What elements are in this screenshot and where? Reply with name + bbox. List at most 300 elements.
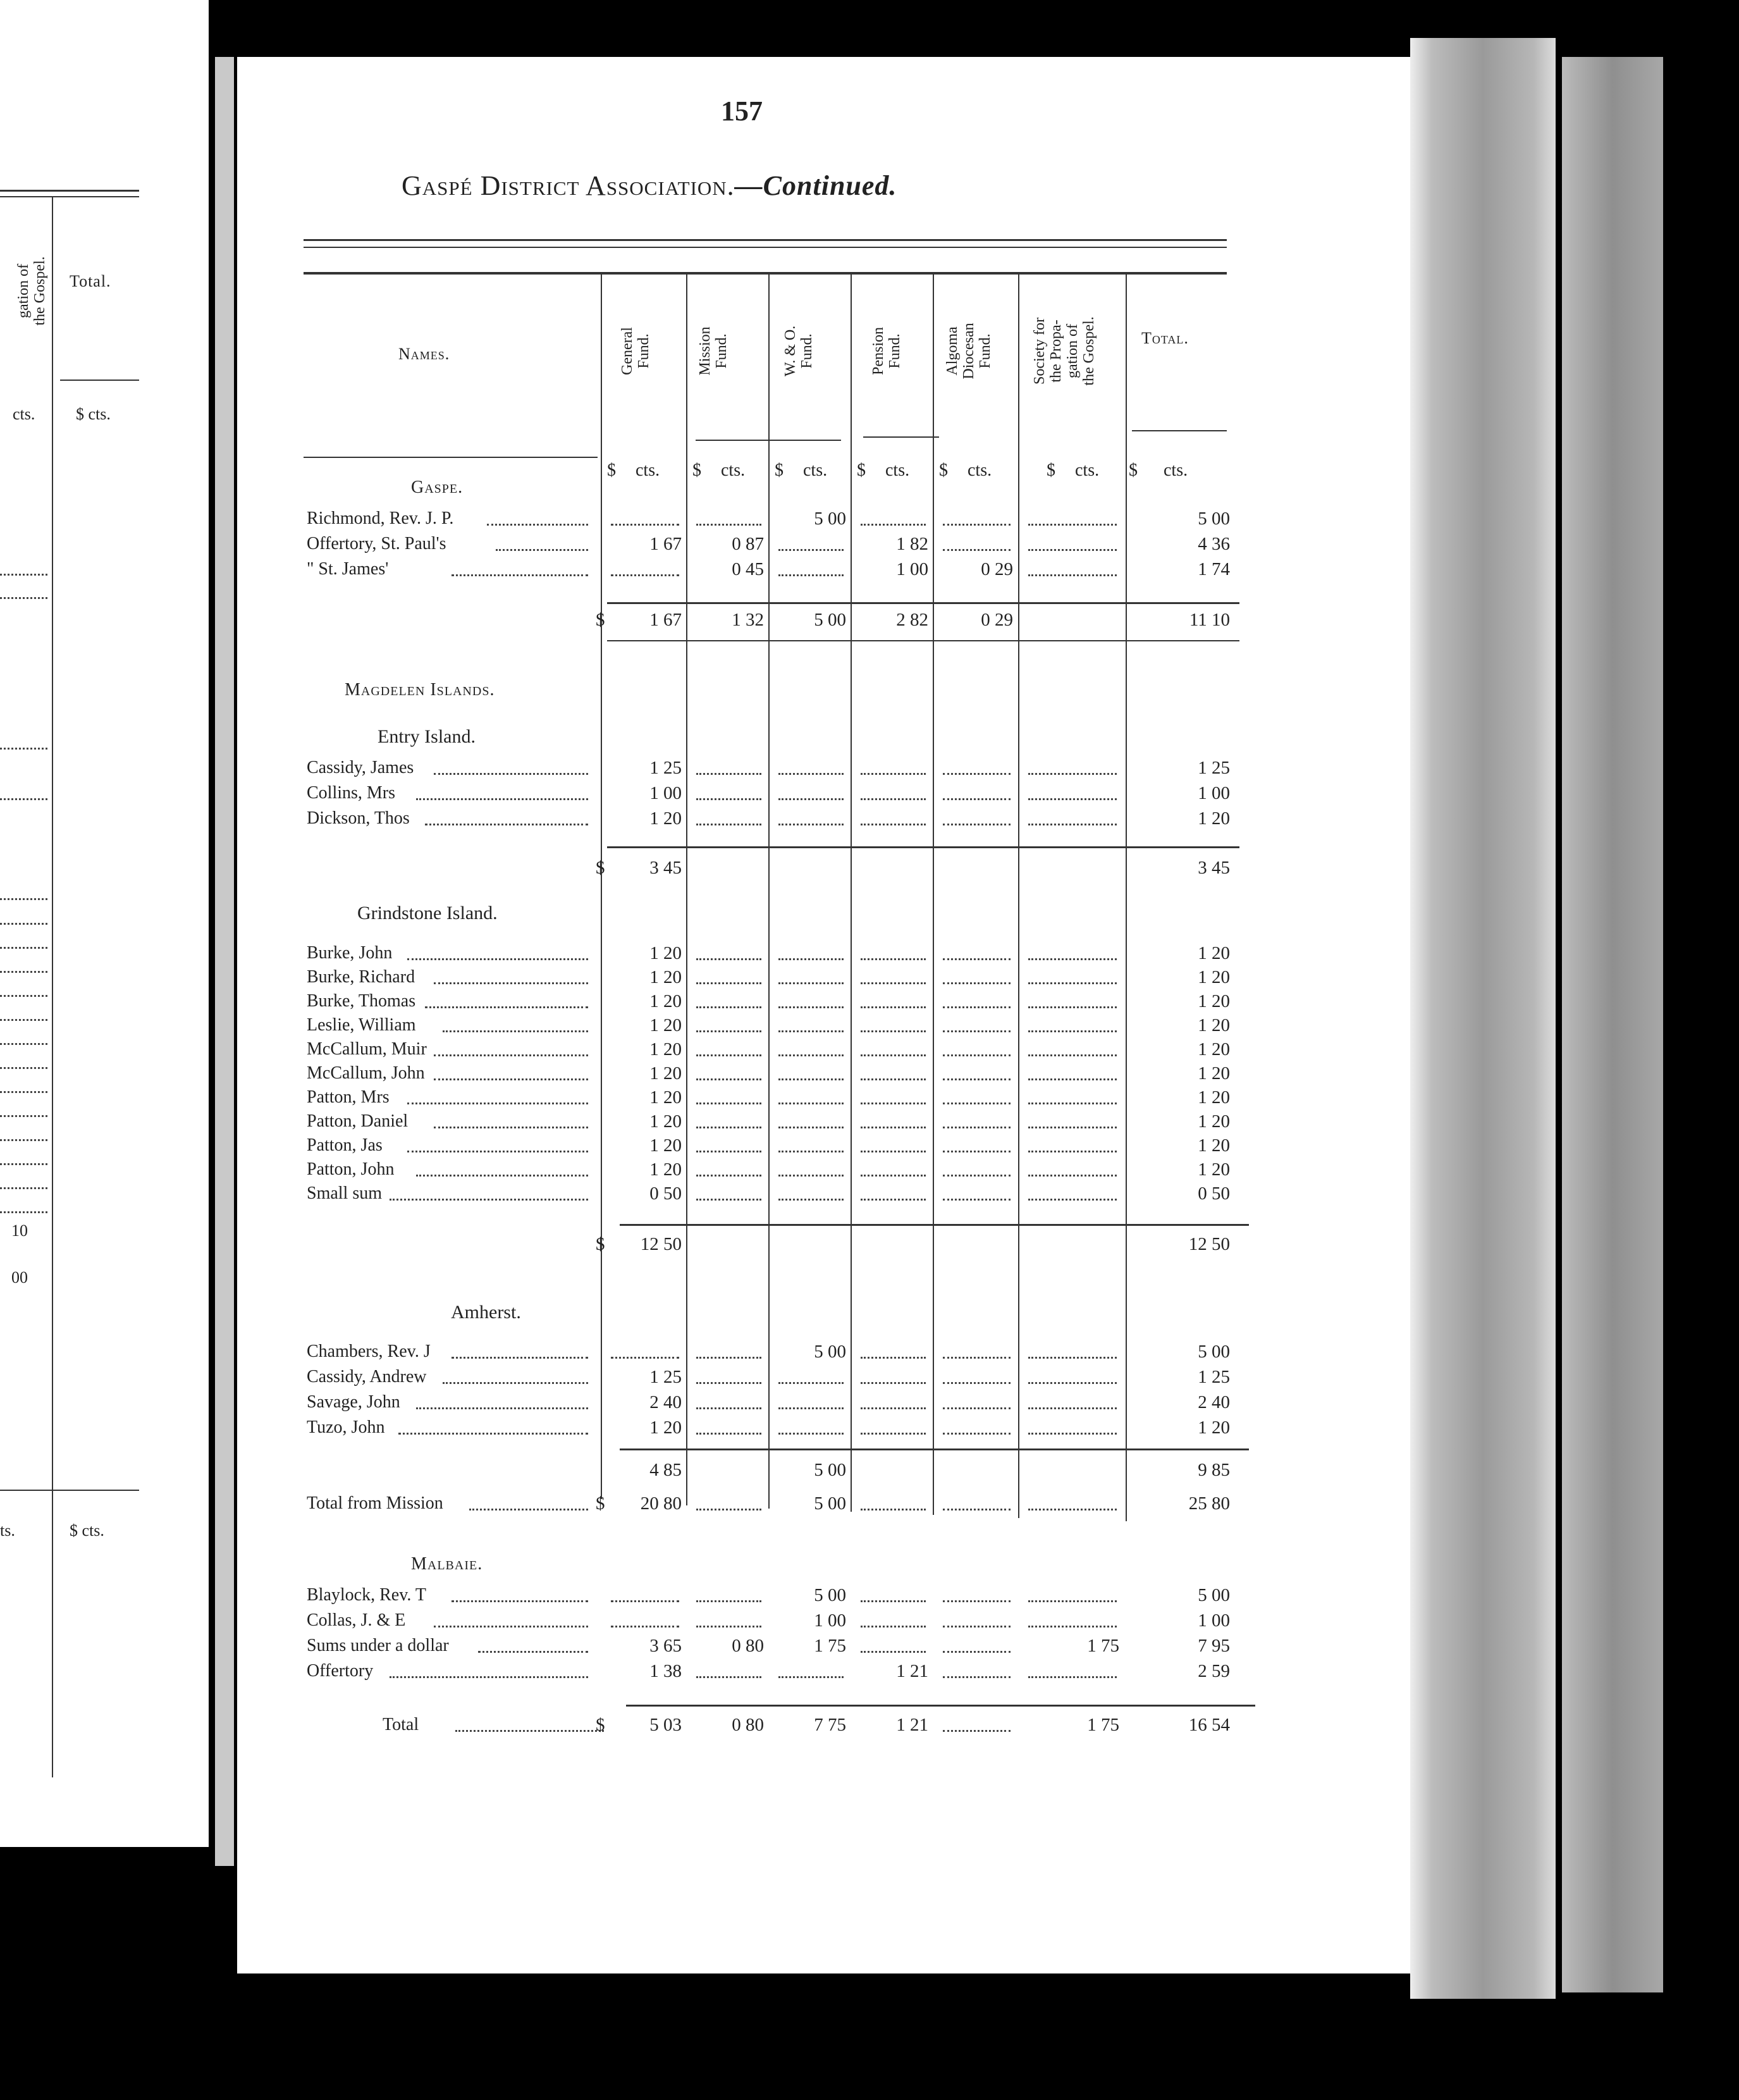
left-leader-dots: [0, 898, 47, 900]
empty-cell-dots: [1028, 1676, 1117, 1678]
row-name: Patton, Jas: [307, 1135, 383, 1155]
empty-cell-dots: [861, 1651, 926, 1653]
empty-cell-dots: [943, 1626, 1011, 1628]
empty-cell-dots: [696, 1676, 761, 1678]
cents-label: cts.: [1164, 460, 1188, 480]
empty-cell-dots: [1028, 1600, 1117, 1602]
dollar-sign: $: [596, 858, 605, 878]
empty-cell-dots: [1028, 524, 1117, 526]
amount-cell: 0 45: [732, 559, 764, 579]
dollar-sign: $: [596, 1234, 605, 1254]
empty-cell-dots: [696, 1030, 761, 1032]
column-rule: [601, 273, 602, 1499]
section-heading-malbaie: Malbaie.: [411, 1554, 483, 1574]
empty-cell-dots: [778, 1006, 844, 1008]
amount-cell: 1 75: [814, 1636, 846, 1656]
row-name: Dickson, Thos: [307, 808, 410, 828]
leader-dots: [487, 524, 588, 526]
leader-dots: [434, 773, 588, 775]
empty-cell-dots: [696, 1006, 761, 1008]
amount-cell: 9 85: [1198, 1460, 1230, 1480]
leader-dots: [434, 982, 588, 984]
cents-label: cts.: [968, 460, 992, 480]
empty-cell-dots: [1028, 824, 1117, 825]
empty-cell-dots: [1028, 1102, 1117, 1104]
empty-cell-dots: [1028, 574, 1117, 576]
subheading-amherst: Amherst.: [451, 1302, 521, 1323]
column-rule: [686, 273, 687, 1505]
empty-cell-dots: [696, 1078, 761, 1080]
amount-cell: 1 20: [649, 1159, 682, 1180]
col-header-names: Names.: [398, 345, 450, 363]
leader-dots: [425, 1006, 588, 1008]
empty-cell-dots: [778, 1175, 844, 1177]
empty-cell-dots: [696, 958, 761, 960]
row-name: Patton, Daniel: [307, 1111, 409, 1131]
amount-cell: 5 00: [1198, 1585, 1230, 1605]
empty-cell-dots: [778, 1054, 844, 1056]
empty-cell-dots: [943, 1433, 1011, 1435]
empty-cell-dots: [861, 1199, 926, 1201]
left-leader-dots: [0, 995, 47, 997]
amount-cell: 0 29: [981, 610, 1013, 630]
empty-cell-dots: [943, 982, 1011, 984]
empty-cell-dots: [778, 1102, 844, 1104]
amount-cell: 1 20: [649, 967, 682, 987]
amount-cell: 1 20: [649, 1135, 682, 1156]
leader-dots: [496, 549, 588, 551]
empty-cell-dots: [861, 1600, 926, 1602]
left-leader-dots: [0, 1211, 47, 1213]
column-rule: [1018, 273, 1019, 1518]
empty-cell-dots: [696, 982, 761, 984]
left-leader-dots: [0, 1115, 47, 1117]
row-name: Cassidy, Andrew: [307, 1367, 427, 1387]
column-rule: [768, 273, 770, 1509]
amount-cell: 3 45: [649, 858, 682, 878]
amount-cell: 1 20: [649, 1418, 682, 1438]
empty-cell-dots: [861, 1006, 926, 1008]
dollar-label: $: [1129, 460, 1138, 480]
amount-cell: 1 67: [649, 534, 682, 554]
empty-cell-dots: [861, 958, 926, 960]
title-continued: —Continued.: [734, 170, 897, 201]
empty-cell-dots: [1028, 1199, 1117, 1201]
empty-cell-dots: [1028, 1357, 1117, 1359]
amount-cell: 1 20: [1198, 1015, 1230, 1035]
empty-cell-dots: [943, 1078, 1011, 1080]
amount-cell: 5 00: [1198, 1342, 1230, 1362]
empty-cell-dots: [778, 1407, 844, 1409]
empty-cell-dots: [778, 574, 844, 576]
col-header-pension-fund: Pension Fund.: [870, 326, 903, 376]
amount-cell: 1 21: [896, 1661, 928, 1681]
empty-cell-dots: [611, 1626, 679, 1628]
total-label: Total from Mission: [307, 1493, 443, 1513]
col-header-algoma-fund: Algoma Diocesan Fund.: [944, 323, 993, 380]
empty-cell-dots: [861, 798, 926, 800]
empty-cell-dots: [1028, 1030, 1117, 1032]
amount-cell: 1 20: [1198, 1111, 1230, 1132]
leader-dots: [452, 1357, 588, 1359]
empty-cell-dots: [861, 824, 926, 825]
row-name: Collas, J. & E: [307, 1610, 406, 1630]
leader-dots: [407, 1102, 588, 1104]
empty-cell-dots: [778, 1433, 844, 1435]
empty-cell-dots: [696, 1626, 761, 1628]
left-leader-dots: [0, 1067, 47, 1069]
empty-cell-dots: [611, 1357, 679, 1359]
amount-cell: 5 00: [814, 1460, 846, 1480]
cents-label: cts.: [803, 460, 828, 480]
empty-cell-dots: [861, 1407, 926, 1409]
empty-cell-dots: [696, 1054, 761, 1056]
amount-cell: 0 87: [732, 534, 764, 554]
amount-cell: 1 20: [649, 1087, 682, 1108]
col-header-general-fund: General Fund.: [619, 327, 652, 375]
amount-cell: 5 00: [814, 509, 846, 529]
empty-cell-dots: [861, 1175, 926, 1177]
amount-cell: 5 00: [814, 1493, 846, 1514]
left-leader-dots: [0, 923, 47, 925]
amount-cell: 1 38: [649, 1661, 682, 1681]
left-total-label: Total.: [70, 272, 111, 290]
row-name: Patton, Mrs: [307, 1087, 390, 1107]
leader-dots: [455, 1730, 604, 1732]
row-name: Leslie, William: [307, 1015, 416, 1035]
left-leader-dots: [0, 971, 47, 973]
amount-cell: 12 50: [640, 1234, 682, 1254]
left-leader-dots: [0, 947, 47, 949]
binding-strip: [215, 57, 234, 1866]
row-name: Offertory, St. Paul's: [307, 534, 446, 553]
total-label: Total: [383, 1715, 419, 1734]
left-partial: 00: [11, 1268, 28, 1287]
dollar-sign: $: [596, 1493, 605, 1514]
amount-cell: 1 67: [649, 610, 682, 630]
empty-cell-dots: [778, 958, 844, 960]
empty-cell-dots: [696, 824, 761, 825]
amount-cell: 1 20: [1198, 1159, 1230, 1180]
leader-dots: [434, 1078, 588, 1080]
left-leader-dots: [0, 574, 47, 576]
leader-dots: [416, 1407, 588, 1409]
empty-cell-dots: [696, 1509, 761, 1510]
amount-cell: 1 25: [649, 758, 682, 778]
row-name: Collins, Mrs: [307, 783, 396, 803]
empty-cell-dots: [778, 1151, 844, 1152]
subheading-entry-island: Entry Island.: [378, 726, 476, 747]
amount-cell: 1 00: [1198, 1610, 1230, 1631]
empty-cell-dots: [861, 1054, 926, 1056]
amount-cell: 12 50: [1188, 1234, 1230, 1254]
amount-cell: 1 20: [1198, 943, 1230, 963]
left-cts: cts.: [13, 405, 35, 423]
empty-cell-dots: [943, 1151, 1011, 1152]
dollar-label: $: [775, 460, 783, 480]
empty-cell-dots: [1028, 1006, 1117, 1008]
leader-dots: [469, 1509, 588, 1510]
amount-cell: 1 20: [1198, 1135, 1230, 1156]
empty-cell-dots: [943, 1102, 1011, 1104]
leader-dots: [407, 958, 588, 960]
amount-cell: 5 03: [649, 1715, 682, 1735]
dollar-label: $: [939, 460, 948, 480]
empty-cell-dots: [943, 1382, 1011, 1384]
empty-cell-dots: [611, 1600, 679, 1602]
amount-cell: 4 36: [1198, 534, 1230, 554]
sum-rule: [607, 640, 1239, 641]
amount-cell: 2 59: [1198, 1661, 1230, 1681]
amount-cell: 0 29: [981, 559, 1013, 579]
amount-cell: 1 20: [649, 1039, 682, 1059]
empty-cell-dots: [943, 1730, 1011, 1732]
amount-cell: 5 00: [1198, 509, 1230, 529]
amount-cell: 4 85: [649, 1460, 682, 1480]
empty-cell-dots: [1028, 549, 1117, 551]
empty-cell-dots: [943, 1676, 1011, 1678]
amount-cell: 2 40: [1198, 1392, 1230, 1412]
empty-cell-dots: [943, 1054, 1011, 1056]
row-name: Offertory: [307, 1661, 374, 1681]
empty-cell-dots: [943, 1407, 1011, 1409]
row-name: Sums under a dollar: [307, 1636, 449, 1655]
cents-label: cts.: [721, 460, 746, 480]
leader-dots: [434, 1626, 588, 1628]
row-name: McCallum, John: [307, 1063, 425, 1083]
empty-cell-dots: [696, 1433, 761, 1435]
col-header-wo-fund: W. & O. Fund.: [782, 325, 815, 377]
amount-cell: 1 20: [649, 943, 682, 963]
amount-cell: 1 20: [1198, 1039, 1230, 1059]
amount-cell: 25 80: [1188, 1493, 1230, 1514]
left-ts: ts.: [0, 1521, 15, 1540]
empty-cell-dots: [778, 798, 844, 800]
empty-cell-dots: [861, 524, 926, 526]
empty-cell-dots: [943, 958, 1011, 960]
subheading-grindstone-island: Grindstone Island.: [357, 903, 498, 923]
leader-dots: [398, 1433, 588, 1435]
sum-rule: [626, 1705, 1255, 1707]
empty-cell-dots: [696, 524, 761, 526]
amount-cell: 1 74: [1198, 559, 1230, 579]
empty-cell-dots: [778, 982, 844, 984]
amount-cell: 1 75: [1087, 1636, 1119, 1656]
amount-cell: 1 00: [649, 783, 682, 803]
amount-cell: 20 80: [640, 1493, 682, 1514]
empty-cell-dots: [1028, 1626, 1117, 1628]
amount-cell: 2 40: [649, 1392, 682, 1412]
dollar-sign: $: [596, 610, 605, 630]
empty-cell-dots: [778, 1078, 844, 1080]
empty-cell-dots: [611, 524, 679, 526]
empty-cell-dots: [1028, 1407, 1117, 1409]
amount-cell: 0 80: [732, 1636, 764, 1656]
dollar-label: $: [692, 460, 701, 480]
left-leader-dots: [0, 1091, 47, 1093]
sum-rule: [620, 1448, 1249, 1450]
facing-page: [0, 0, 209, 1847]
left-leader-dots: [0, 1163, 47, 1165]
empty-cell-dots: [861, 1433, 926, 1435]
page-number: 157: [721, 96, 763, 127]
row-name: Cassidy, James: [307, 758, 414, 777]
amount-cell: 1 20: [649, 1111, 682, 1132]
empty-cell-dots: [943, 1175, 1011, 1177]
row-name: McCallum, Muir: [307, 1039, 427, 1059]
empty-cell-dots: [696, 1151, 761, 1152]
section-heading-gaspe: Gaspe.: [411, 478, 464, 497]
empty-cell-dots: [943, 824, 1011, 825]
amount-cell: 1 20: [1198, 1418, 1230, 1438]
empty-cell-dots: [861, 1151, 926, 1152]
empty-cell-dots: [1028, 1433, 1117, 1435]
amount-cell: 3 45: [1198, 858, 1230, 878]
amount-cell: 1 20: [1198, 1087, 1230, 1108]
empty-cell-dots: [1028, 1175, 1117, 1177]
row-name: Tuzo, John: [307, 1418, 385, 1437]
empty-cell-dots: [778, 549, 844, 551]
empty-cell-dots: [861, 1030, 926, 1032]
leader-dots: [443, 1030, 588, 1032]
empty-cell-dots: [696, 1199, 761, 1201]
empty-cell-dots: [861, 1509, 926, 1510]
row-name: Richmond, Rev. J. P.: [307, 509, 454, 528]
section-heading-magdelen: Magdelen Islands.: [345, 680, 495, 700]
amount-cell: 5 00: [814, 1585, 846, 1605]
left-dollar-cts-2: $ cts.: [70, 1521, 104, 1540]
sum-rule: [607, 846, 1239, 848]
row-name: Small sum: [307, 1183, 383, 1203]
row-name: Burke, Richard: [307, 967, 415, 987]
row-name: Chambers, Rev. J: [307, 1342, 431, 1361]
leader-dots: [390, 1676, 588, 1678]
empty-cell-dots: [943, 549, 1011, 551]
row-name: Burke, Thomas: [307, 991, 416, 1011]
empty-cell-dots: [943, 798, 1011, 800]
col-header-mission-fund: Mission Fund.: [697, 326, 730, 376]
dollar-label: $: [1047, 460, 1055, 480]
sum-rule: [620, 1224, 1249, 1226]
empty-cell-dots: [943, 773, 1011, 775]
amount-cell: 2 82: [896, 610, 928, 630]
empty-cell-dots: [943, 1357, 1011, 1359]
empty-cell-dots: [861, 1102, 926, 1104]
empty-cell-dots: [778, 1382, 844, 1384]
leader-dots: [416, 798, 588, 800]
dollar-label: $: [607, 460, 616, 480]
empty-cell-dots: [1028, 1509, 1117, 1510]
empty-cell-dots: [861, 1127, 926, 1128]
dollar-sign: $: [596, 1715, 605, 1735]
empty-cell-dots: [943, 1509, 1011, 1510]
amount-cell: 5 00: [814, 610, 846, 630]
column-rule: [933, 273, 934, 1515]
empty-cell-dots: [861, 1078, 926, 1080]
amount-cell: 1 25: [1198, 1367, 1230, 1387]
leader-dots: [416, 1175, 588, 1177]
empty-cell-dots: [1028, 1151, 1117, 1152]
left-leader-dots: [0, 597, 47, 599]
title-main: Gaspé District Association.: [402, 170, 735, 201]
empty-cell-dots: [696, 1407, 761, 1409]
left-partial: 10: [11, 1221, 28, 1240]
empty-cell-dots: [778, 1199, 844, 1201]
book-spine-edge: [1562, 57, 1663, 1992]
empty-cell-dots: [696, 1357, 761, 1359]
empty-cell-dots: [861, 982, 926, 984]
empty-cell-dots: [943, 1030, 1011, 1032]
amount-cell: 1 20: [1198, 967, 1230, 987]
empty-cell-dots: [861, 1357, 926, 1359]
empty-cell-dots: [696, 798, 761, 800]
amount-cell: 1 00: [814, 1610, 846, 1631]
cents-label: cts.: [885, 460, 910, 480]
empty-cell-dots: [943, 1651, 1011, 1653]
empty-cell-dots: [861, 1382, 926, 1384]
left-header-gospel: gation of the Gospel.: [15, 256, 48, 326]
empty-cell-dots: [696, 1127, 761, 1128]
leader-dots: [434, 1127, 588, 1128]
cents-label: cts.: [1075, 460, 1100, 480]
empty-cell-dots: [1028, 1127, 1117, 1128]
left-leader-dots: [0, 1019, 47, 1021]
row-name: " St. James': [307, 559, 389, 579]
amount-cell: 1 21: [896, 1715, 928, 1735]
amount-cell: 1 20: [1198, 808, 1230, 829]
amount-cell: 16 54: [1188, 1715, 1230, 1735]
cents-label: cts.: [636, 460, 660, 480]
left-leader-dots: [0, 798, 47, 800]
amount-cell: 7 95: [1198, 1636, 1230, 1656]
amount-cell: 1 82: [896, 534, 928, 554]
amount-cell: 1 25: [649, 1367, 682, 1387]
row-name: Blaylock, Rev. T: [307, 1585, 426, 1605]
leader-dots: [452, 1600, 588, 1602]
row-name: Burke, John: [307, 943, 393, 963]
amount-cell: 1 00: [896, 559, 928, 579]
left-leader-dots: [0, 748, 47, 750]
empty-cell-dots: [1028, 1078, 1117, 1080]
amount-cell: 7 75: [814, 1715, 846, 1735]
amount-cell: 1 00: [1198, 783, 1230, 803]
leader-dots: [452, 574, 588, 576]
empty-cell-dots: [861, 1626, 926, 1628]
row-name: Patton, John: [307, 1159, 395, 1179]
dollar-label: $: [857, 460, 866, 480]
empty-cell-dots: [943, 1127, 1011, 1128]
empty-cell-dots: [696, 1382, 761, 1384]
amount-cell: 0 80: [732, 1715, 764, 1735]
empty-cell-dots: [943, 1006, 1011, 1008]
amount-cell: 0 50: [1198, 1183, 1230, 1204]
amount-cell: 0 50: [649, 1183, 682, 1204]
empty-cell-dots: [1028, 1054, 1117, 1056]
amount-cell: 5 00: [814, 1342, 846, 1362]
leader-dots: [443, 1382, 588, 1384]
amount-cell: 11 10: [1189, 610, 1230, 630]
empty-cell-dots: [778, 1676, 844, 1678]
empty-cell-dots: [1028, 1382, 1117, 1384]
amount-cell: 1 20: [649, 1063, 682, 1084]
empty-cell-dots: [696, 1600, 761, 1602]
left-dollar-cts: $ cts.: [76, 405, 111, 423]
amount-cell: 1 20: [1198, 1063, 1230, 1084]
empty-cell-dots: [696, 1102, 761, 1104]
left-leader-dots: [0, 1139, 47, 1141]
empty-cell-dots: [778, 824, 844, 825]
amount-cell: 1 75: [1087, 1715, 1119, 1735]
